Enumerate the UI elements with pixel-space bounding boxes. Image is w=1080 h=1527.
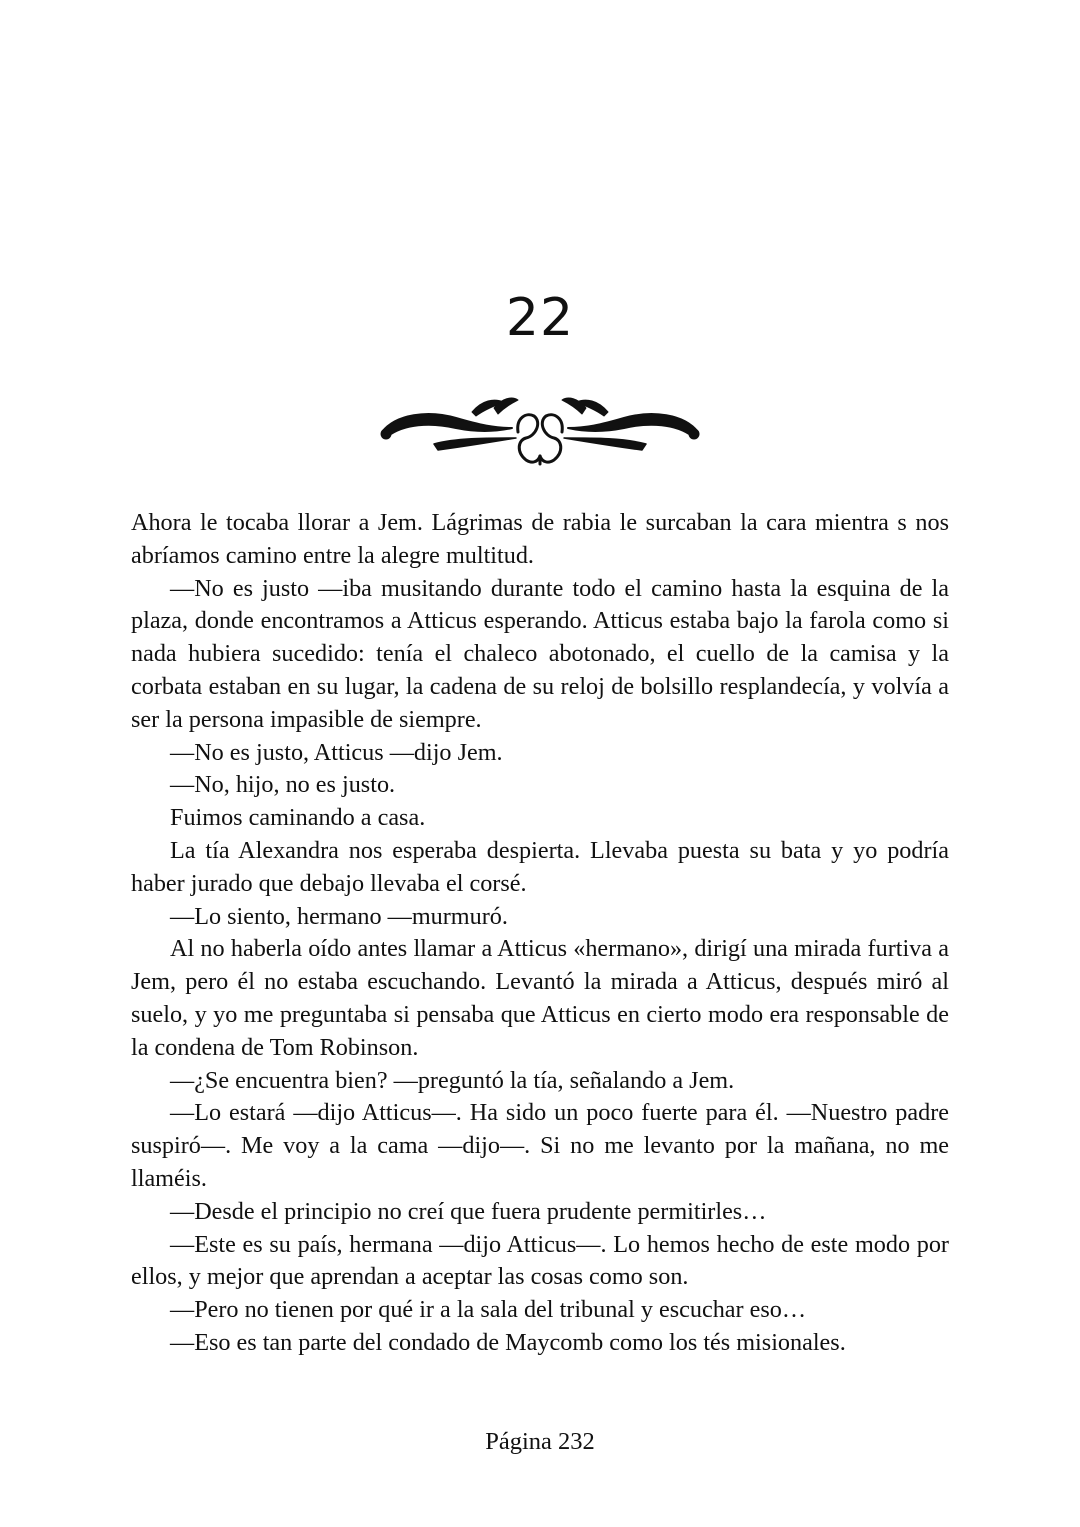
paragraph-2: —No es justo —iba musitando durante todo el camino hasta la esquina de la plaza, donde encontramos a Atticus esperando. Atticus estaba bajo la farola como si nada hubiera sucedido: tenía el chaleco abotonado, el cuello de la camisa y la corbata estaban en su lugar, la cadena de su reloj de bolsillo resplandecía, y volvía a ser la persona impasible de siempre. xyxy=(131,574,949,733)
paragraph-8: Al no haberla oído antes llamar a Atticus «hermano», dirigí una mirada furtiva a Jem, pero él no estaba escuchando. Levantó la mirada a Atticus, después miró al suelo, y yo me preguntaba si pensaba que Atticus en cierto modo era responsable de la condena de Tom Robinson. xyxy=(131,935,949,1061)
paragraph-11: —Desde el principio no creí que fuera prudente permitirles… xyxy=(170,1197,767,1225)
paragraph-5: Fuimos caminando a casa. xyxy=(170,804,426,832)
chapter-number: 22 xyxy=(505,288,575,348)
chapter-body xyxy=(131,507,949,1360)
paragraph-3: —No es justo, Atticus —dijo Jem. xyxy=(170,738,503,766)
paragraph-12: —Este es su país, hermana —dijo Atticus—. Lo hemos hecho de este modo por ellos, y mejor que aprendan a aceptar las cosas como son. xyxy=(131,1230,949,1291)
flourish-divider-icon xyxy=(376,392,704,470)
paragraph-9: —¿Se encuentra bien? —preguntó la tía, señalando a Jem. xyxy=(170,1066,735,1094)
paragraph-10: —Lo estará —dijo Atticus—. Ha sido un poco fuerte para él. —Nuestro padre suspiró—. Me voy a la cama —dijo—. Si no me levanto por la mañana, no me llaméis. xyxy=(131,1099,949,1192)
paragraph-1: Ahora le tocaba llorar a Jem. Lágrimas de rabia le surcaban la cara mientra s nos abríamos camino entre la alegre multitud. xyxy=(131,509,949,569)
paragraph-4: —No, hijo, no es justo. xyxy=(170,771,396,799)
paragraph-13: —Pero no tienen por qué ir a la sala del tribunal y escuchar eso… xyxy=(170,1296,807,1324)
paragraph-7: —Lo siento, hermano —murmuró. xyxy=(170,902,508,930)
paragraph-6: La tía Alexandra nos esperaba despierta. Llevaba puesta su bata y yo podría haber jurado que debajo llevaba el corsé. xyxy=(131,836,949,897)
paragraph-14: —Eso es tan parte del condado de Maycomb como los tés misionales. xyxy=(170,1328,846,1356)
page-number: Página 232 xyxy=(485,1428,595,1455)
